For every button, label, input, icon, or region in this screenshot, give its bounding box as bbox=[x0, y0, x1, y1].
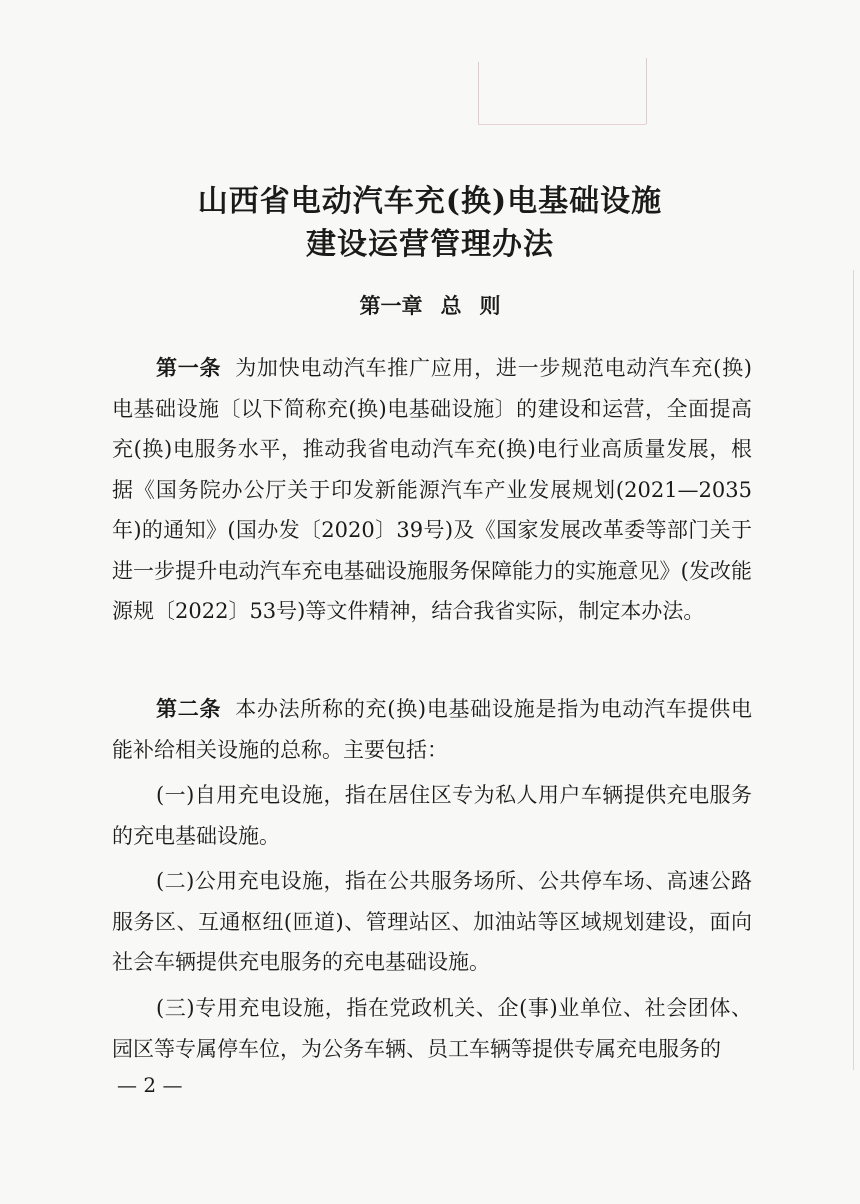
article-1 bbox=[112, 348, 752, 632]
document-title-line2: 建设运营管理办法 bbox=[306, 227, 554, 262]
chapter-name-second: 则 bbox=[479, 294, 501, 318]
article-label: 第二条 bbox=[156, 697, 222, 721]
clause-1 bbox=[112, 775, 752, 856]
chapter-name-first: 总 bbox=[440, 294, 462, 318]
clause-3 bbox=[112, 988, 752, 1069]
clause-text: (二)公用充电设施，指在公共服务场所、公共停车场、高速公路服务区、互通枢纽(匝道)、管理站区、加油站等区域规划建设，面向社会车辆提供充电服务的充电基础设施。 bbox=[112, 869, 752, 974]
chapter-number: 第一章 bbox=[359, 294, 423, 318]
article-text: 本办法所称的充(换)电基础设施是指为电动汽车提供电能补给相关设施的总称。主要包括： bbox=[112, 697, 753, 762]
article-2 bbox=[112, 689, 752, 770]
page-number: — 2 — bbox=[117, 1073, 183, 1097]
clause-text: (三)专用充电设施，指在党政机关、企(事)业单位、社会团体、园区等专属停车位，为公务车辆、员工车辆等提供专属充电服务的 bbox=[112, 996, 752, 1061]
faint-stamp-mark bbox=[470, 58, 660, 128]
clause-2 bbox=[112, 861, 752, 983]
chapter-heading bbox=[0, 290, 860, 320]
article-text: 为加快电动汽车推广应用，进一步规范电动汽车充(换)电基础设施〔以下简称充(换)电基础设施〕的建设和运营，全面提高充(换)电服务水平，推动我省电动汽车充(换)电行业高质量发展，根据《国务院办公厅关于印发新能源汽车产业发展规划(2021—2035年)的通知》(国办发〔2020〕39号)及《国家发展改革委等部门关于进一步提升电动汽车充电基础设施服务保障能力的实施意见》(发改能源规〔2022〕53号)等文件精神，结合我省实际，制定本办法。 bbox=[112, 356, 753, 623]
scan-edge-line bbox=[853, 270, 854, 1070]
article-label: 第一条 bbox=[156, 356, 222, 380]
document-title-line1: 山西省电动汽车充(换)电基础设施 bbox=[197, 184, 663, 219]
clause-text: (一)自用充电设施，指在居住区专为私人用户车辆提供充电服务的充电基础设施。 bbox=[112, 783, 752, 848]
